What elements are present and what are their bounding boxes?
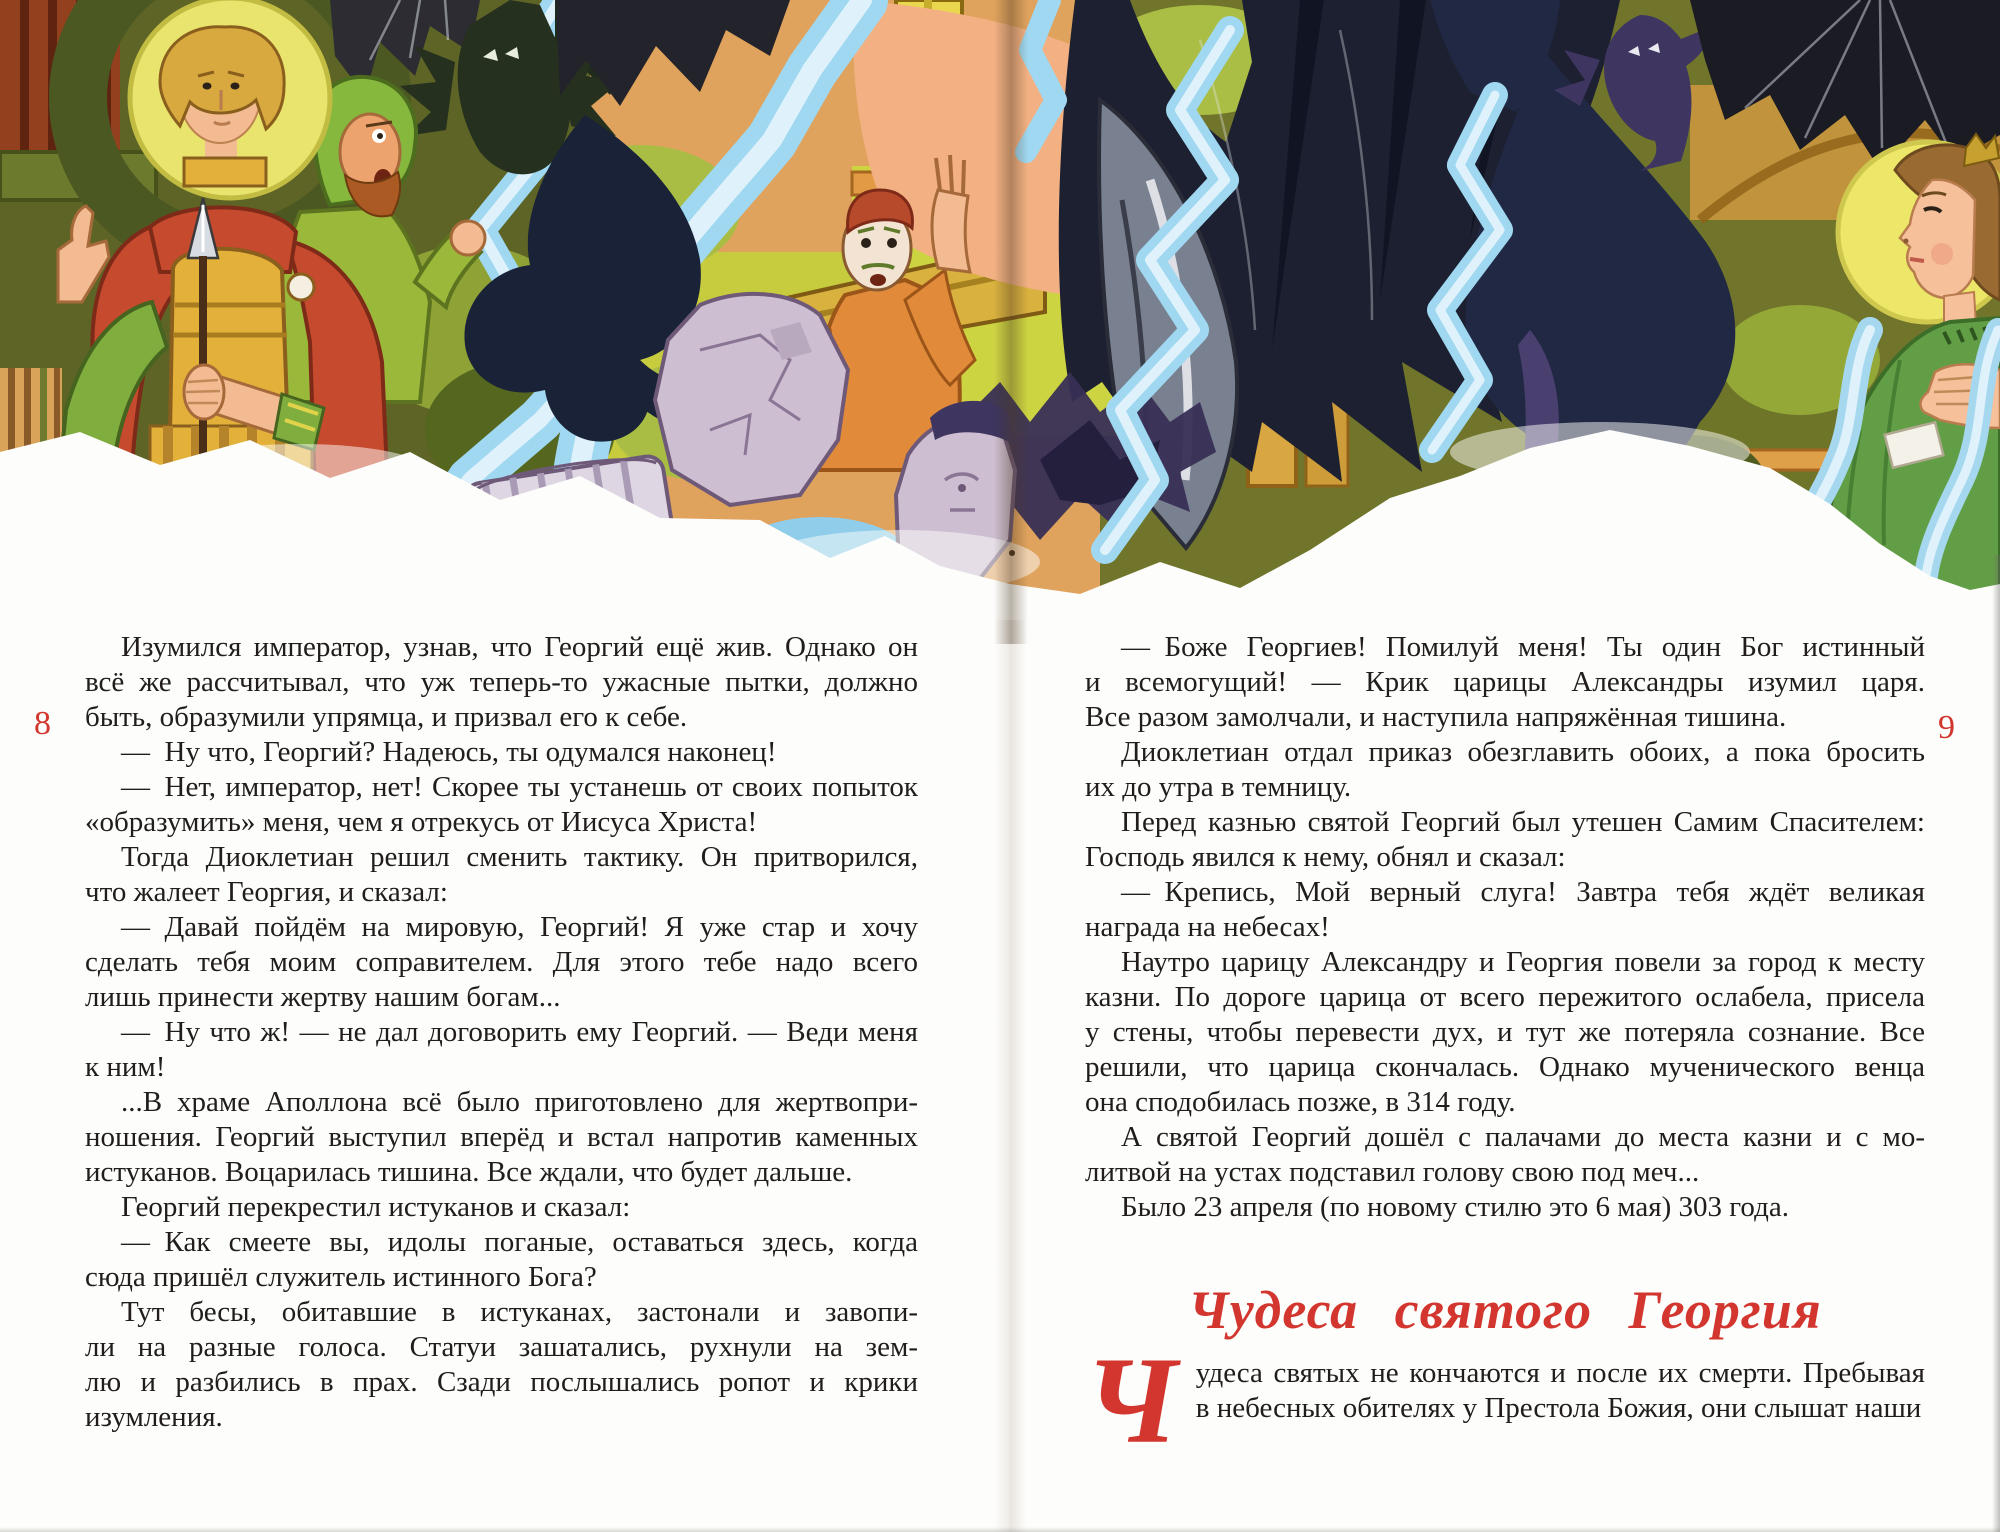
paragraph: [1085, 630, 1925, 735]
text-line: Господь явился к нему, обнял и сказал:: [1085, 841, 1566, 873]
text-line: лю и разбились в прах. Сзади послышались ропот и крики: [85, 1366, 918, 1398]
illustration-svg: [0, 0, 2000, 644]
text-line: их до утра в темницу.: [1085, 771, 1352, 803]
text-line: сюда пришёл служитель истинного Бога?: [85, 1261, 597, 1293]
text-line: ли на разные голоса. Статуи зашатались, рухнули на зем-: [85, 1331, 918, 1363]
miracles-paragraph: [1085, 1332, 1925, 1469]
paragraph: [85, 1085, 918, 1190]
text-line: удеса святых не кончаются и после их смерти. Пребывая: [1195, 1357, 1925, 1389]
text-line: — Давай пойдём на мировую, Георгий! Я уже стар и хочу: [121, 911, 918, 943]
text-line: «образумить» меня, чем я отрекусь от Иисуса Христа!: [85, 806, 758, 838]
section-heading: Чудеса святого Георгия: [1188, 1280, 1822, 1340]
text-line: — Боже Георгиев! Помилуй меня! Ты один Бог истинный: [1121, 631, 1925, 663]
miracles-lines: [1085, 1356, 1925, 1426]
paragraph: [1085, 945, 1925, 1120]
text-line: решили, что царица скончалась. Однако мученического венца: [1085, 1051, 1925, 1083]
paragraph: [85, 1225, 918, 1295]
text-line: — Как смеете вы, идолы поганые, оставаться здесь, когда: [121, 1226, 918, 1258]
text-line: истуканов. Воцарилась тишина. Все ждали, что будет дальше.: [85, 1156, 853, 1188]
drop-cap-letter: Ч: [1085, 1332, 1178, 1469]
illustration-saint-george-and-demons: [0, 0, 2000, 644]
paragraph: [85, 770, 918, 840]
paragraph: [85, 630, 918, 735]
text-line: к ним!: [85, 1051, 166, 1083]
paragraph: [1085, 1190, 1925, 1225]
page-number-right: 9: [1938, 709, 1955, 746]
paragraph: [85, 1295, 918, 1435]
text-line: — Ну что, Георгий? Надеюсь, ты одумался наконец!: [121, 736, 777, 768]
text-line: и всемогущий! — Крик царицы Александры изумил царя.: [1085, 666, 1925, 698]
paragraph: [85, 1190, 918, 1225]
left-page-text: [85, 630, 918, 1435]
text-line: Изумился император, узнав, что Георгий ещё жив. Однако он: [121, 631, 918, 663]
text-line: Наутро царицу Александру и Георгия повели за город к месту: [1121, 946, 1925, 978]
page-number-left: 8: [34, 705, 51, 742]
text-line: Было 23 апреля (по новому стилю это 6 мая) 303 года.: [1121, 1191, 1789, 1223]
text-line: ...В храме Аполлона всё было приготовлено для жертвопри-: [121, 1086, 918, 1118]
text-line: ношения. Георгий выступил вперёд и встал напротив каменных: [85, 1121, 918, 1153]
text-line: награда на небесах!: [1085, 911, 1330, 943]
text-line: быть, образумили упрямца, и призвал его к себе.: [85, 701, 688, 733]
text-line: А святой Георгий дошёл с палачами до места казни и с мо-: [1121, 1121, 1925, 1153]
right-page-text: [1085, 630, 1925, 1225]
gutter-crease: [994, 0, 1028, 644]
text-line: казни. По дороге царица от всего пережитого ослабела, присела: [1085, 981, 1925, 1013]
scan-edge-bottom: [0, 1527, 2000, 1532]
paragraph: [1085, 805, 1925, 875]
text-line: Диоклетиан отдал приказ обезглавить обоих, а пока бросить: [1121, 736, 1925, 768]
text-line: что жалеет Георгия, и сказал:: [85, 876, 448, 908]
text-line: у стены, чтобы перевести дух, и тут же потеряла сознание. Все: [1085, 1016, 1925, 1048]
text-line: Перед казнью святой Георгий был утешен Самим Спасителем:: [1121, 806, 1925, 838]
paragraph: [85, 910, 918, 1015]
text-line: — Крепись, Мой верный слуга! Завтра тебя ждёт великая: [1121, 876, 1925, 908]
text-line: в небесных обителях у Престола Божия, они слышат наши: [1195, 1392, 1922, 1424]
text-line: Тогда Диоклетиан решил сменить тактику. Он притворился,: [121, 841, 918, 873]
text-line: она сподобилась позже, в 314 году.: [1085, 1086, 1516, 1118]
text-line: Все разом замолчали, и наступила напряжённая тишина.: [1085, 701, 1787, 733]
paragraph: [1085, 1120, 1925, 1190]
text-line: сделать тебя моим соправителем. Для этого тебе надо всего: [85, 946, 918, 978]
paragraph: [1085, 875, 1925, 945]
scan-edge-right: [1992, 555, 2000, 1532]
text-line: литвой на устах подставил голову свою под меч...: [1085, 1156, 1700, 1188]
text-line: Георгий перекрестил истуканов и сказал:: [121, 1191, 631, 1223]
text-line: всё же рассчитывал, что уж теперь-то ужасные пытки, должно: [85, 666, 918, 698]
paragraph: [85, 735, 918, 770]
text-line: лишь принести жертву нашим богам...: [85, 981, 561, 1013]
paragraph: [85, 1015, 918, 1085]
paragraph: [1085, 735, 1925, 805]
text-line: Тут бесы, обитавшие в истуканах, застонали и завопи-: [121, 1296, 918, 1328]
paragraph: [85, 840, 918, 910]
text-line: изумления.: [85, 1401, 223, 1433]
paragraph: [1085, 1356, 1925, 1426]
gutter-shadow: [994, 620, 1026, 1532]
text-line: — Нет, император, нет! Скорее ты устанешь от своих попыток: [121, 771, 918, 803]
text-line: — Ну что ж! — не дал договорить ему Георгий. — Веди меня: [121, 1016, 918, 1048]
